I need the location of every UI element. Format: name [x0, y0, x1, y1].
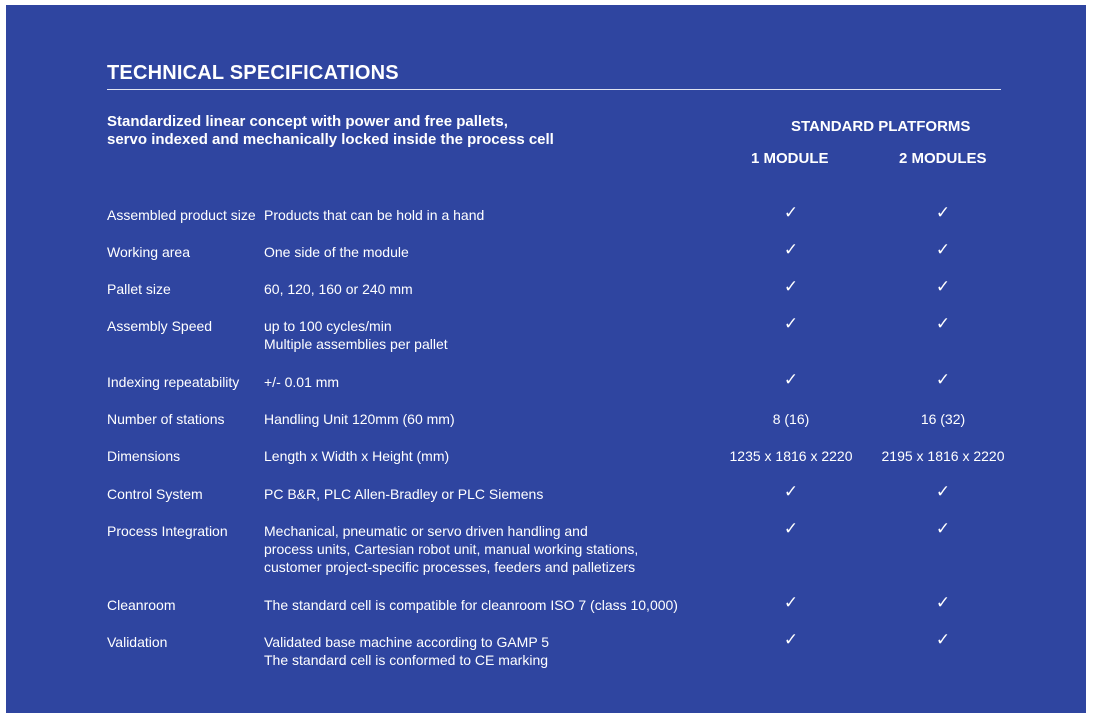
check-icon-2-modules: ✓ [935, 240, 951, 259]
check-icon-2-modules: ✓ [935, 593, 951, 612]
row-label: Control System [107, 486, 203, 502]
check-icon-1-module: ✓ [783, 370, 799, 389]
row-description [264, 447, 684, 465]
description-line: Length x Width x Height (mm) [264, 448, 450, 464]
check-icon-1-module: ✓ [783, 519, 799, 538]
row-label: Dimensions [107, 448, 181, 464]
check-icon-2-modules: ✓ [935, 203, 951, 222]
check-icon-1-module: ✓ [783, 314, 799, 333]
row-value-1-module: 8 (16) [772, 411, 810, 427]
description-line: Handling Unit 120mm (60 mm) [264, 411, 455, 427]
description-line: The standard cell is compatible for cleanroom ISO 7 (class 10,000) [264, 597, 678, 613]
column-header-1-module: 1 MODULE [751, 150, 829, 167]
row-description [264, 206, 684, 224]
intro-line-1: Standardized linear concept with power and free pallets, [107, 113, 508, 130]
row-description [264, 410, 684, 428]
description-line: Mechanical, pneumatic or servo driven handling and [264, 523, 588, 539]
row-label: Working area [107, 244, 191, 260]
check-icon-1-module: ✓ [783, 277, 799, 296]
row-label: Assembly Speed [107, 318, 213, 334]
page-title: TECHNICAL SPECIFICATIONS [107, 62, 399, 84]
title-divider [107, 89, 1001, 90]
row-label: Assembled product size [107, 207, 256, 223]
description-line: customer project-specific processes, feeders and palletizers [264, 559, 636, 575]
row-label: Process Integration [107, 523, 228, 539]
row-description [264, 596, 684, 614]
description-line: Products that can be hold in a hand [264, 207, 485, 223]
check-icon-1-module: ✓ [783, 630, 799, 649]
row-value-1-module: 1235 x 1816 x 2220 [729, 448, 853, 464]
check-icon-1-module: ✓ [783, 203, 799, 222]
row-value-2-modules: 2195 x 1816 x 2220 [881, 448, 1005, 464]
description-line: The standard cell is conformed to CE marking [264, 652, 549, 668]
row-description [264, 317, 684, 353]
row-description [264, 373, 684, 391]
row-label: Cleanroom [107, 597, 176, 613]
description-line: One side of the module [264, 244, 409, 260]
check-icon-2-modules: ✓ [935, 630, 951, 649]
check-icon-2-modules: ✓ [935, 519, 951, 538]
platforms-heading: STANDARD PLATFORMS [791, 118, 971, 135]
check-icon-1-module: ✓ [783, 482, 799, 501]
spec-panel [6, 5, 1086, 713]
row-label: Indexing repeatability [107, 374, 240, 390]
intro-text [107, 113, 627, 149]
description-line: Multiple assemblies per pallet [264, 336, 448, 352]
description-line: PC B&R, PLC Allen-Bradley or PLC Siemens [264, 486, 544, 502]
row-label: Number of stations [107, 411, 225, 427]
check-icon-1-module: ✓ [783, 240, 799, 259]
column-header-2-modules: 2 MODULES [899, 150, 987, 167]
intro-line-2: servo indexed and mechanically locked inside the process cell [107, 131, 554, 148]
row-value-2-modules: 16 (32) [920, 411, 966, 427]
row-description [264, 485, 684, 503]
description-line: up to 100 cycles/min [264, 318, 392, 334]
check-icon-1-module: ✓ [783, 593, 799, 612]
row-description [264, 633, 684, 669]
check-icon-2-modules: ✓ [935, 482, 951, 501]
description-line: +/- 0.01 mm [264, 374, 340, 390]
description-line: Validated base machine according to GAMP 5 [264, 634, 550, 650]
description-line: 60, 120, 160 or 240 mm [264, 281, 413, 297]
row-label: Validation [107, 634, 168, 650]
row-description [264, 243, 684, 261]
check-icon-2-modules: ✓ [935, 370, 951, 389]
check-icon-2-modules: ✓ [935, 277, 951, 296]
row-label: Pallet size [107, 281, 171, 297]
row-description [264, 280, 684, 298]
description-line: process units, Cartesian robot unit, manual working stations, [264, 541, 639, 557]
row-description [264, 522, 684, 576]
check-icon-2-modules: ✓ [935, 314, 951, 333]
